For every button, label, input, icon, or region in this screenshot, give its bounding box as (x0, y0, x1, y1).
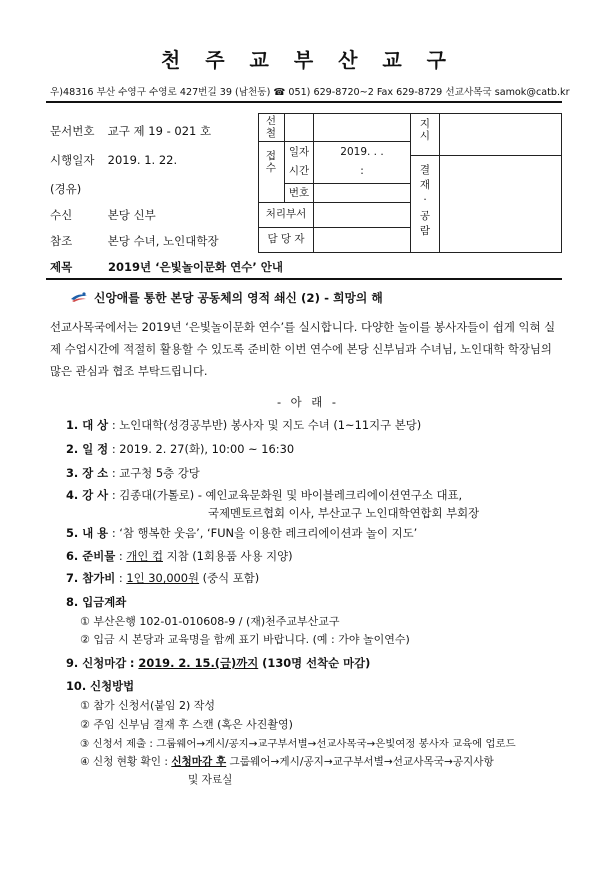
diocese-logo-icon (70, 291, 88, 303)
item-label: 6. 준비물 (66, 549, 116, 563)
top-divider (46, 101, 562, 103)
document-title: 천 주 교 부 산 교 구 (160, 48, 456, 72)
cell-ilja: 일자 (288, 146, 310, 158)
item-venue (66, 465, 200, 481)
intro-paragraph: 선교사목국에서는 2019년 ‘은빛놀이문화 연수’를 실시합니다. 다양한 놀이를 봉사자들이 쉽게 익혀 실제 수업시간에 적절히 활용할 수 있도록 준비한 이번 연수에 본당 신부님과 수녀님, 노인대학 학장님의 많은 관심과 협조 부탁드립니다. (50, 320, 556, 378)
item-value: : ‘참 행복한 웃음’, ‘FUN을 이용한 레크리에이션과 놀이 지도’ (111, 526, 418, 540)
section-divider (46, 278, 562, 280)
item-label: 8. 입금계좌 (66, 595, 127, 609)
cell-damdangja: 담 당 자 (267, 233, 305, 245)
headline-text: 신앙애를 통한 본당 공동체의 영적 쇄신 (2) - 희망의 해 (94, 291, 383, 305)
item-value: : (118, 571, 127, 585)
subject-value: 2019년 ‘은빛놀이문화 연수’ 안내 (108, 260, 283, 274)
recipient-row (50, 207, 156, 223)
grid-line (284, 113, 285, 202)
method-step-4-cont: 및 자료실 (188, 774, 233, 786)
item-label: 4. 강 사 (66, 488, 109, 502)
item-method (66, 678, 134, 694)
item-lecturer (66, 487, 462, 503)
grid-line (561, 113, 562, 253)
date-value: 2019. 1. 22. (107, 153, 178, 167)
grid-line (258, 202, 410, 203)
item-value: (130명 선착순 마감) (258, 656, 371, 670)
method-step-4-path: 그룹웨어→게시/공지→교구부서별→선교사목국→공지사항 (226, 756, 494, 768)
cell-jeopsu: 접 수 (265, 150, 277, 174)
date-row (50, 152, 177, 168)
item-value-underlined: 개인 컵 (126, 549, 163, 563)
item-label: 3. 장 소 (66, 466, 109, 480)
item-account (66, 594, 126, 610)
cell-cheoribuseo: 처리부서 (265, 208, 307, 220)
method-step-2: ② 주임 신부님 결재 후 스캔 (혹은 사진촬영) (80, 718, 293, 731)
item-schedule (66, 441, 294, 457)
subject-row (50, 259, 283, 275)
doc-number-row (50, 123, 211, 139)
method-step-4-prefix: ④ 신청 현황 확인 : (80, 756, 172, 768)
grid-line (258, 141, 410, 142)
grid-line (258, 113, 259, 253)
grid-line (439, 113, 440, 253)
item-value: : 2019. 2. 27(화), 10:00 ~ 16:30 (111, 442, 295, 456)
doc-number-label: 문서번호 (50, 124, 95, 138)
via-label: (경유) (50, 182, 82, 196)
cell-ilja-value: 2019. . . (340, 146, 384, 158)
method-step-1: ① 참가 신청서(붙임 2) 작성 (80, 699, 216, 712)
method-step-4 (80, 754, 494, 769)
item-value: (중식 포함) (199, 571, 260, 585)
item-value: : (129, 656, 139, 670)
item-supplies (66, 548, 293, 564)
account-detail-1: ① 부산은행 102-01-010608-9 / (재)천주교부산교구 (80, 615, 340, 628)
item-label: 1. 대 상 (66, 418, 109, 432)
item-value: 지참 (1회용품 사용 지양) (162, 549, 293, 563)
cell-beonho: 번호 (288, 187, 310, 199)
item-label: 9. 신청마감 (66, 656, 127, 670)
address-line: 우)48316 부산 수영구 수영로 427번길 39 (남천동) ☎ 051) 629-8720~2 Fax 629-8729 선교사목국 samok@catb.kr (50, 87, 570, 98)
item-value-underlined: 2019. 2. 15.(금)까지 (138, 656, 259, 670)
method-step-4-underlined: 신청마감 후 (171, 756, 227, 768)
item-content (66, 525, 417, 541)
reference-row (50, 233, 219, 249)
item-value: : 교구청 5층 강당 (111, 466, 200, 480)
item-label: 7. 참가비 (66, 571, 116, 585)
grid-line (258, 227, 410, 228)
reference-label: 참조 (50, 234, 73, 248)
item-value: : (118, 549, 127, 563)
recipient-value: 본당 신부 (107, 208, 156, 222)
doc-number-value: 교구 제 19 - 021 호 (107, 124, 212, 138)
subject-label: 제목 (50, 260, 73, 274)
account-detail-2: ② 입금 시 본당과 교육명을 함께 표기 바랍니다. (예 : 가야 놀이연수) (80, 633, 410, 646)
cell-sigan-value: : (360, 165, 364, 177)
date-label: 시행일자 (50, 153, 95, 167)
recipient-label: 수신 (50, 208, 73, 222)
cell-gyeoljae: 결 재 · 공 람 (419, 164, 431, 237)
cell-jisi: 지 시 (419, 118, 431, 142)
cell-sigan: 시간 (288, 165, 310, 177)
grid-line (410, 113, 411, 253)
campaign-headline (70, 289, 383, 306)
grid-line (410, 155, 562, 156)
item-lecturer-cont: 국제멘토르협회 이사, 부산교구 노인대학연합회 부회장 (208, 506, 480, 520)
item-value: : 노인대학(성경공부반) 봉사자 및 지도 수녀 (1~11지구 본당) (111, 418, 422, 432)
grid-line (284, 183, 410, 184)
item-label: 5. 내 용 (66, 526, 109, 540)
item-label: 2. 일 정 (66, 442, 109, 456)
reference-value: 본당 수녀, 노인대학장 (107, 234, 219, 248)
item-label: 10. 신청방법 (66, 679, 135, 693)
approval-table (258, 113, 562, 253)
cell-seoncheol: 선 철 (265, 115, 277, 139)
item-target (66, 417, 421, 433)
section-heading: - 아 래 - (276, 395, 340, 409)
method-step-3: ③ 신청서 제출 : 그룹웨어→게시/공지→교구부서별→선교사목국→은빛여정 봉사자 교육에 업로드 (80, 738, 516, 750)
item-value-underlined: 1인 30,000원 (126, 571, 200, 585)
item-fee (66, 570, 259, 586)
item-value: : 김종대(가톨로) - 예인교육문화원 및 바이블레크리에이션연구소 대표, (111, 488, 463, 502)
item-deadline (66, 655, 370, 671)
